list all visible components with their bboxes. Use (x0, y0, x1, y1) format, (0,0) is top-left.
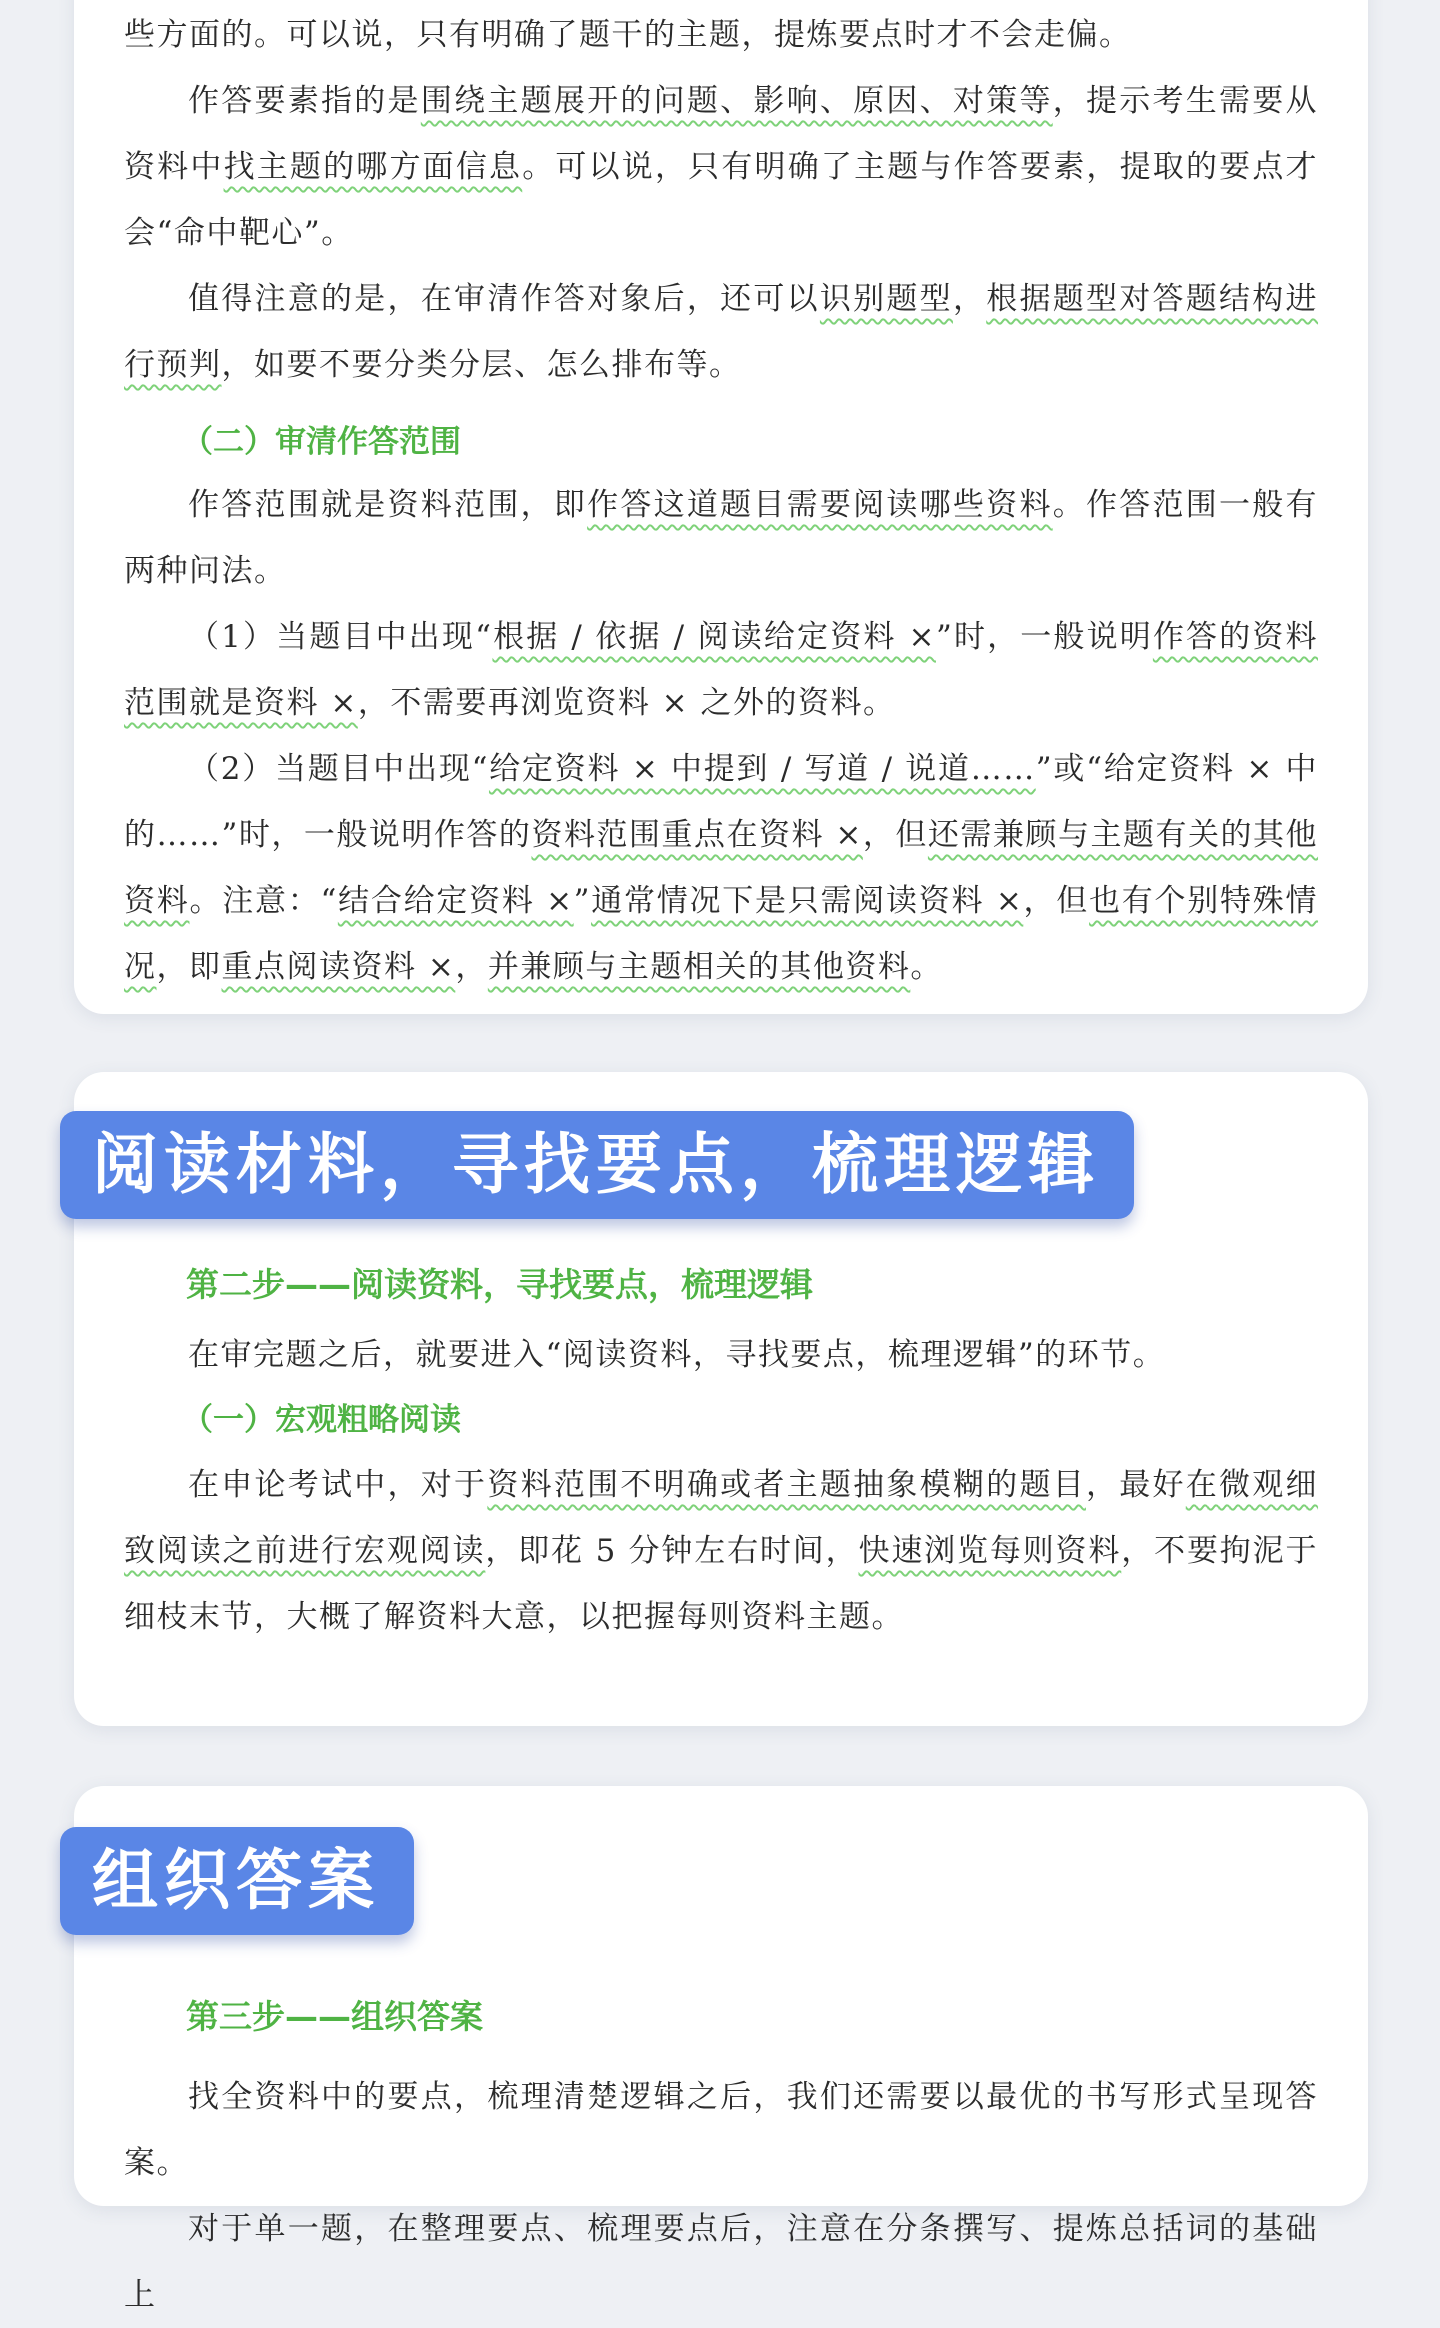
highlight-text: 也有个别特殊情况 (124, 883, 1319, 985)
highlight-text: 在微观细致阅读之前进行宏观阅读 (124, 1467, 1319, 1569)
paragraph-topic-end: 些方面的。可以说，只有明确了题干的主题，提炼要点时才不会走偏。 (124, 17, 1132, 53)
highlight-text: 作答这道题目需要阅读哪些资料 (587, 487, 1053, 523)
highlight-text: 并兼顾与主题相关的其他资料 (487, 949, 911, 985)
card-body (124, 1252, 1318, 1650)
paragraph-scope-case-1: （1）当题目中出现“根据 / 依据 / 阅读给定资料 ×”时，一般说明作答的资料范围就是资料 ×，不需要再浏览资料 × 之外的资料。 (124, 619, 1318, 721)
highlight-text: 结合给定资料 × (337, 883, 574, 919)
paragraph-answer-elements: 作答要素指的是围绕主题展开的问题、影响、原因、对策等，提示考生需要从资料中找主题的哪方面信息。可以说，只有明确了主题与作答要素，提取的要点才会“命中靶心”。 (124, 83, 1319, 251)
highlight-text: 根据题型对答题结构进行预判 (124, 281, 1319, 383)
section-banner: 阅读材料，寻找要点，梳理逻辑 (60, 1111, 1134, 1219)
paragraph-question-type: 值得注意的是，在审清作答对象后，还可以识别题型，根据题型对答题结构进行预判，如要不要分类分层、怎么排布等。 (124, 281, 1319, 383)
highlight-text: 通常情况下是只需阅读资料 × (591, 883, 1024, 919)
content-card-review-scope (74, 0, 1368, 1014)
highlight-text: 找主题的哪方面信息 (223, 149, 523, 185)
step-title: 第三步——组织答案 (186, 1997, 483, 2036)
content-card-read-materials (74, 1072, 1368, 1726)
highlight-text: 重点阅读资料 × (221, 949, 456, 985)
highlight-text: 作答的资料范围就是资料 × (124, 619, 1318, 721)
highlight-text: 资料范围重点在资料 × (531, 817, 863, 853)
card-body (124, 2, 1318, 1000)
highlight-text: 资料范围不明确或者主题抽象模糊的题目 (487, 1467, 1086, 1503)
highlight-text: 围绕主题展开的问题、影响、原因、对策等 (420, 83, 1053, 119)
paragraph-answer-scope: 作答范围就是资料范围，即作答这道题目需要阅读哪些资料。作答范围一般有两种问法。 (124, 487, 1319, 589)
paragraph-intro: 在审完题之后，就要进入“阅读资料，寻找要点，梳理逻辑”的环节。 (188, 1337, 1166, 1373)
card-body (124, 1984, 1318, 2328)
paragraph-macro-reading: 在申论考试中，对于资料范围不明确或者主题抽象模糊的题目，最好在微观细致阅读之前进行宏观阅读，即花 5 分钟左右时间，快速浏览每则资料，不要拘泥于细枝末节，大概了解资料大意，以把握每则资料主题。 (124, 1467, 1319, 1635)
step-title: 第二步——阅读资料，寻找要点，梳理逻辑 (186, 1265, 813, 1304)
paragraph-organize: 找全资料中的要点，梳理清楚逻辑之后，我们还需要以最优的书写形式呈现答案。 (124, 2079, 1318, 2181)
highlight-text: 根据 / 依据 / 阅读给定资料 × (492, 619, 936, 655)
highlight-text: 给定资料 × 中提到 / 写道 / 说道…… (488, 751, 1036, 787)
section-banner: 组织答案 (60, 1827, 414, 1935)
paragraph-single-question: 对于单一题，在整理要点、梳理要点后，注意在分条撰写、提炼总括词的基础上 (124, 2211, 1318, 2313)
content-card-organize-answer (74, 1786, 1368, 2313)
section-title-macro-reading: （一）宏观粗略阅读 (182, 1402, 461, 1438)
section-title-answer-scope: （二）审清作答范围 (182, 424, 461, 460)
highlight-text: 还需兼顾与主题有关的其他资料 (124, 817, 1319, 919)
highlight-text: 识别题型 (819, 281, 953, 317)
paragraph-scope-case-2: （2）当题目中出现“给定资料 × 中提到 / 写道 / 说道……”或“给定资料 × 中的……”时，一般说明作答的资料范围重点在资料 ×，但还需兼顾与主题有关的其他资料。注意：“结合给定资料 ×”通常情况下是只需阅读资料 ×，但也有个别特殊情况，即重点阅读资料 ×，并兼顾与主题相关的其他资料。 (124, 751, 1319, 985)
highlight-text: 快速浏览每则资料 (858, 1533, 1122, 1569)
